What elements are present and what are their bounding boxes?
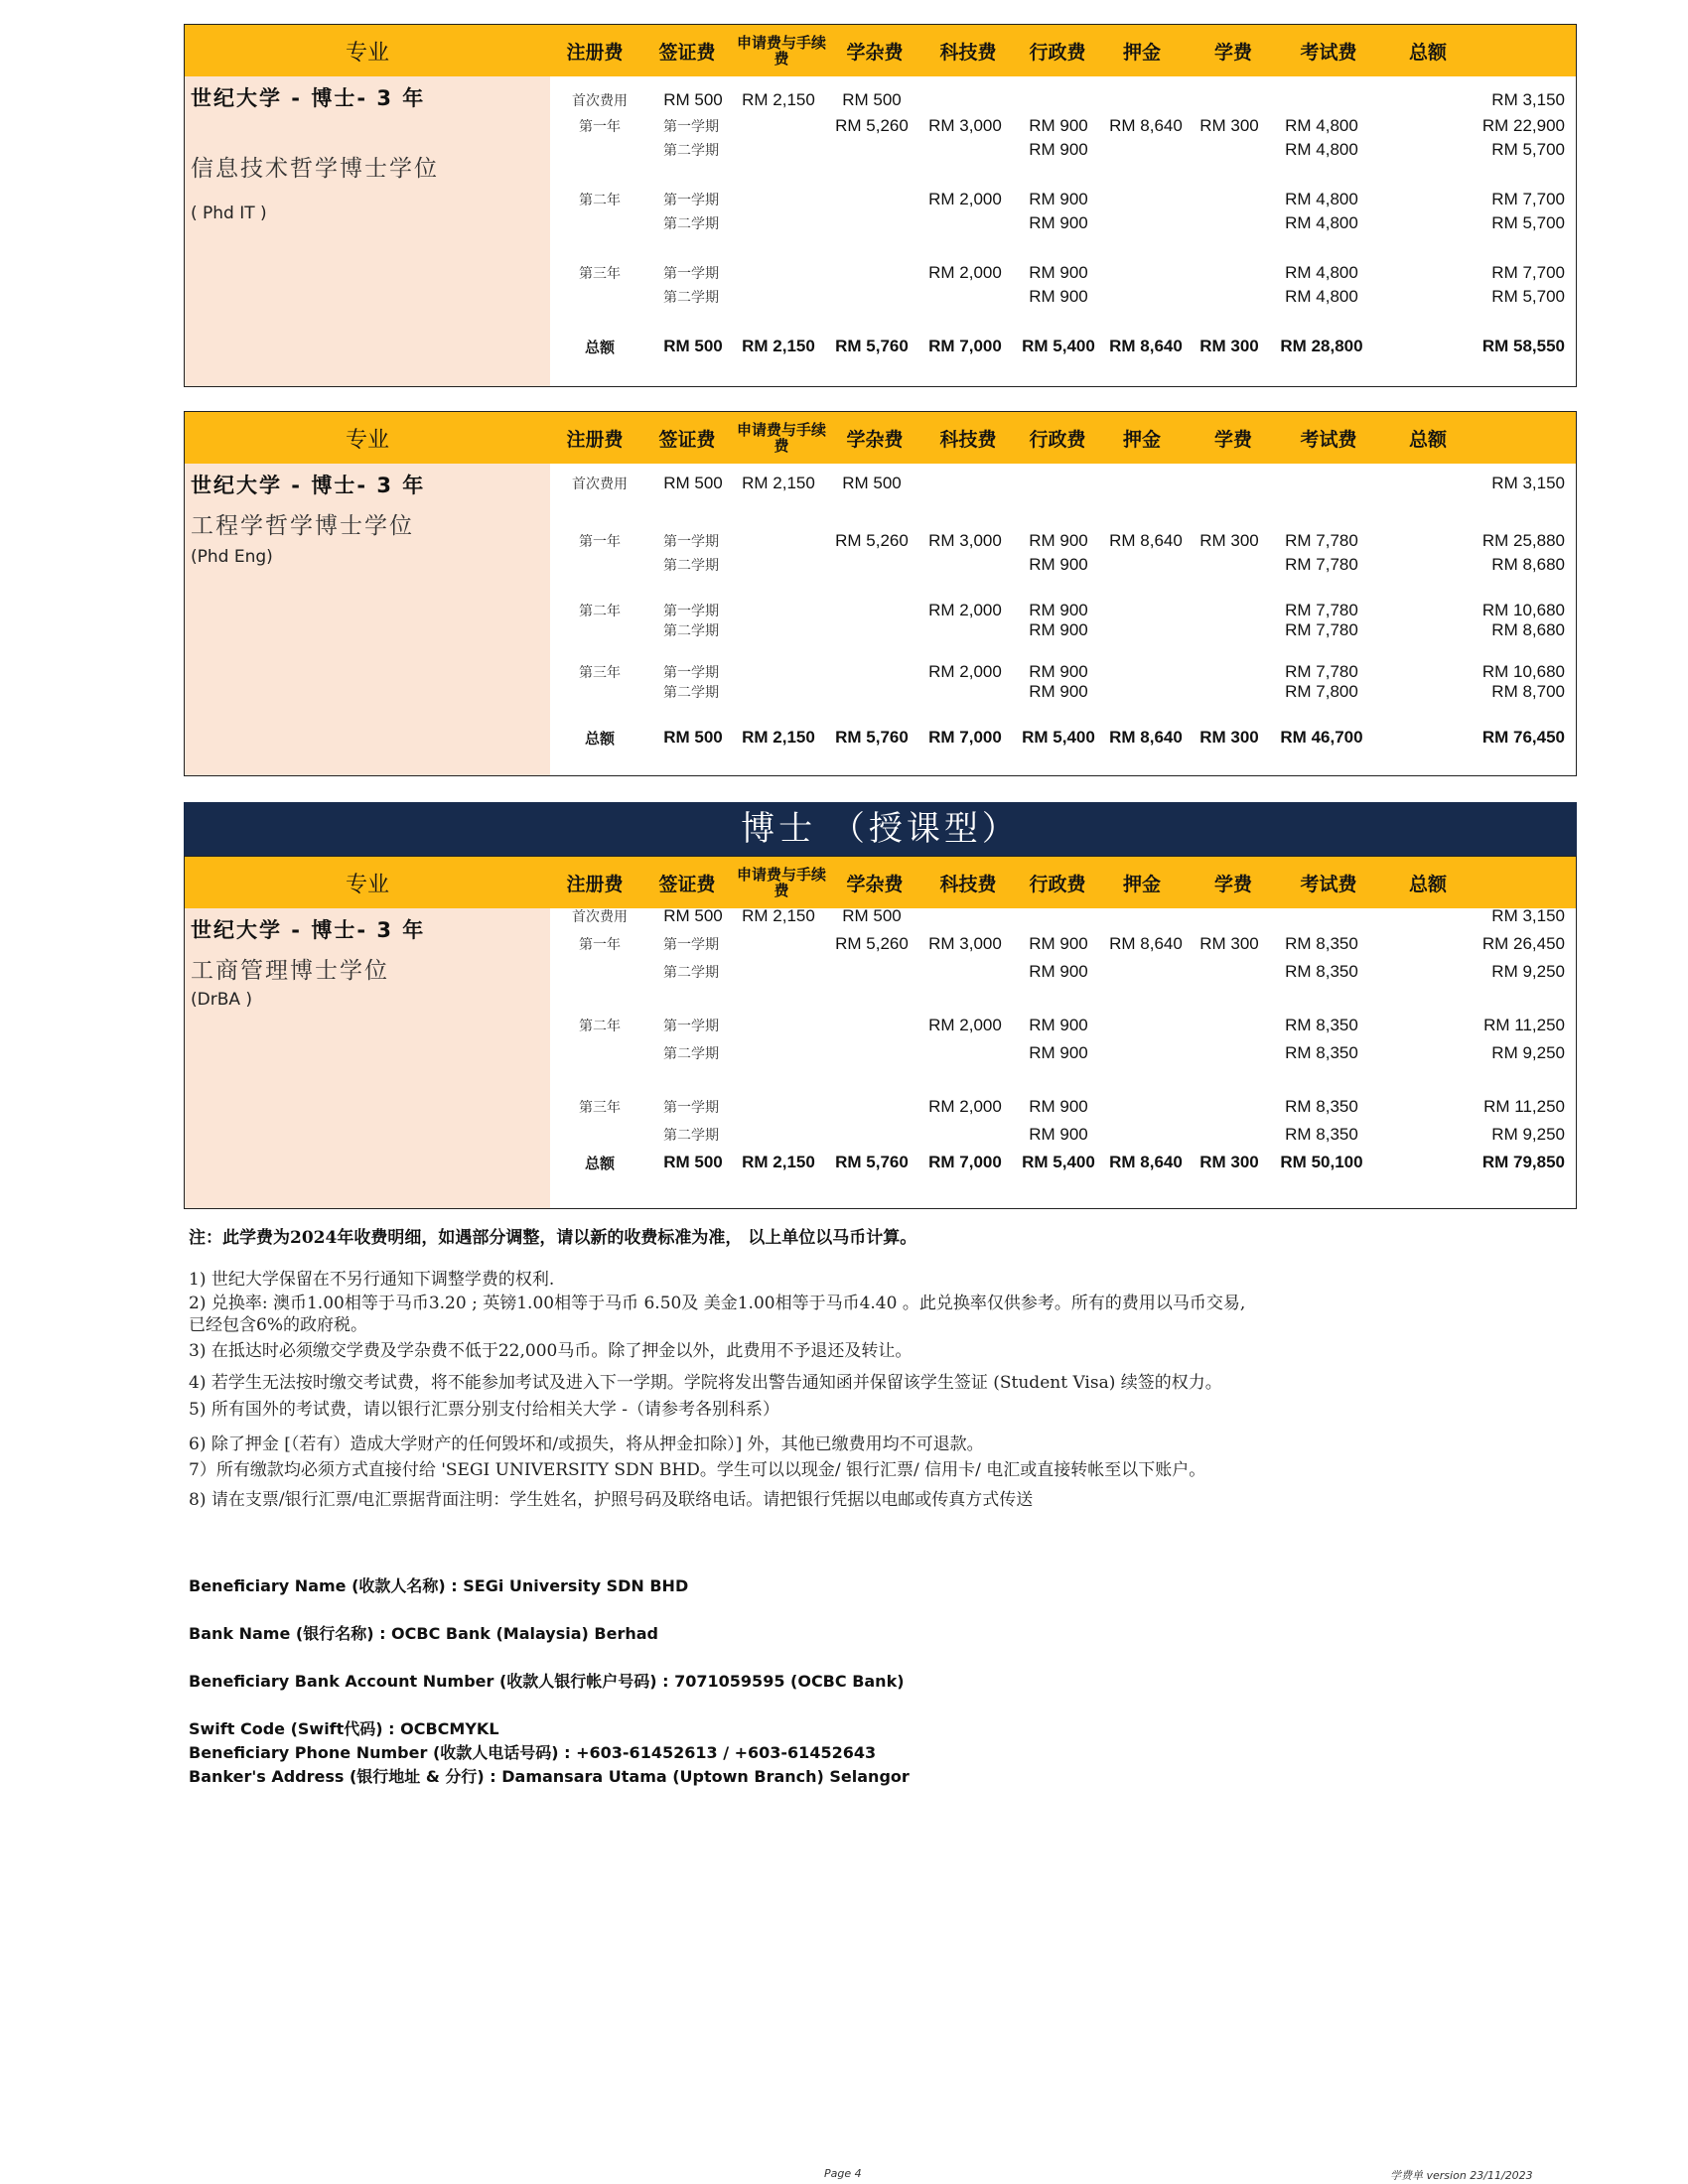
cell-tuition: RM 8,350: [1285, 962, 1358, 981]
cell-technology: RM 900: [1029, 531, 1088, 550]
phd-taught-banner: 博士 （授课型）: [184, 802, 1577, 856]
cell-technology: RM 5,400: [1022, 728, 1095, 747]
header-admin: 行政费: [1029, 428, 1086, 451]
table-row: [185, 337, 1576, 358]
row-label: 总额: [584, 1155, 615, 1172]
cell-tuition: RM 28,800: [1280, 337, 1363, 355]
cell-tuition: RM 4,800: [1285, 190, 1358, 208]
table-row: [185, 662, 1576, 684]
cell-deposit: RM 300: [1199, 728, 1259, 747]
table-row: [185, 1016, 1576, 1037]
cell-technology: RM 900: [1029, 1097, 1088, 1116]
program-title: 世纪大学 - 博士- 3 年: [191, 86, 426, 110]
cell-technology: RM 900: [1029, 555, 1088, 574]
header-registration: 注册费: [566, 873, 624, 895]
cell-deposit: RM 300: [1199, 1153, 1259, 1171]
table-row: [185, 474, 1576, 495]
cell-misc: RM 2,000: [928, 601, 1002, 619]
beneficiary-name: Beneficiary Name (收款人名称) : SEGi University SDN BHD: [189, 1576, 689, 1595]
program-title: 世纪大学 - 博士- 3 年: [191, 474, 426, 497]
row-label: 第一年: [579, 119, 621, 135]
cell-application: RM 5,760: [835, 337, 909, 355]
semester-label: 第二学期: [663, 623, 719, 639]
cell-tuition: RM 4,800: [1285, 287, 1358, 306]
header-total: 总额: [1408, 41, 1447, 64]
header-exam: 考试费: [1300, 41, 1357, 64]
cell-total: RM 26,450: [1481, 934, 1565, 953]
cell-technology: RM 900: [1029, 962, 1088, 981]
header-major: 专业: [345, 40, 389, 66]
header-major: 专业: [345, 427, 389, 453]
header-tuition: 学费: [1213, 428, 1252, 451]
table-row: [185, 116, 1576, 138]
degree-code: (DrBA ): [191, 990, 253, 1010]
header-misc: 学杂费: [846, 41, 904, 64]
cell-misc: RM 3,000: [928, 934, 1002, 953]
header-technology: 科技费: [939, 41, 997, 64]
table-header: [185, 857, 1576, 908]
cell-misc: RM 7,000: [928, 1153, 1002, 1171]
account-number: Beneficiary Bank Account Number (收款人银行帐户号码) : 7071059595 (OCBC Bank): [189, 1672, 905, 1691]
cell-misc: RM 3,000: [928, 116, 1002, 135]
row-label: 第一年: [579, 534, 621, 550]
cell-technology: RM 900: [1029, 1125, 1088, 1144]
cell-total: RM 5,700: [1491, 213, 1565, 232]
semester-label: 第一学期: [663, 534, 719, 550]
cell-application: RM 500: [842, 906, 902, 925]
cell-visa: RM 2,150: [742, 728, 815, 747]
table-header: [185, 412, 1576, 464]
cell-total: RM 5,700: [1491, 287, 1565, 306]
header-misc: 学杂费: [846, 428, 904, 451]
cell-admin: RM 8,640: [1109, 337, 1183, 355]
cell-technology: RM 900: [1029, 620, 1088, 639]
cell-technology: RM 900: [1029, 116, 1088, 135]
cell-application: RM 5,260: [835, 934, 909, 953]
cell-admin: RM 8,640: [1109, 1153, 1183, 1171]
note-item: 7）所有缴款均必须方式直接付给 'SEGI UNIVERSITY SDN BHD。学生可以以现金/ 银行汇票/ 信用卡/ 电汇或直接转帐至以下账户。: [189, 1460, 1206, 1480]
cell-registration: RM 500: [663, 90, 723, 109]
cell-technology: RM 900: [1029, 190, 1088, 208]
semester-label: 第二学期: [663, 965, 719, 981]
semester-label: 第二学期: [663, 1046, 719, 1062]
note-item: 8) 请在支票/银行汇票/电汇票据背面注明：学生姓名，护照号码及联络电话。请把银行凭据以电邮或传真方式传送: [189, 1490, 1034, 1510]
note-item: 1) 世纪大学保留在不另行通知下调整学费的权利.: [189, 1270, 555, 1290]
swift-code: Swift Code (Swift代码) : OCBCMYKL: [189, 1719, 499, 1738]
table-row: [185, 682, 1576, 704]
cell-technology: RM 5,400: [1022, 1153, 1095, 1171]
cell-technology: RM 900: [1029, 140, 1088, 159]
cell-total: RM 3,150: [1491, 906, 1565, 925]
semester-label: 第一学期: [663, 665, 719, 681]
cell-misc: RM 3,000: [928, 531, 1002, 550]
header-tuition: 学费: [1213, 873, 1252, 895]
cell-tuition: RM 7,780: [1285, 555, 1358, 574]
cell-total: RM 11,250: [1483, 1097, 1565, 1116]
header-visa: 签证费: [658, 41, 716, 64]
cell-technology: RM 900: [1029, 287, 1088, 306]
semester-label: 第一学期: [663, 604, 719, 619]
note-item: 4) 若学生无法按时缴交考试费，将不能参加考试及进入下一学期。学院将发出警告通知函并保留该学生签证 (Student Visa) 续签的权力。: [189, 1373, 1222, 1393]
table-body: [185, 464, 1576, 775]
cell-tuition: RM 8,350: [1285, 1016, 1358, 1034]
row-label: 第二年: [579, 1019, 621, 1034]
version-label: 学费单 version 23/11/2023: [1390, 2169, 1533, 2182]
cell-total: RM 11,250: [1483, 1016, 1565, 1034]
cell-tuition: RM 46,700: [1280, 728, 1363, 747]
cell-total: RM 9,250: [1491, 1043, 1565, 1062]
table-body: [185, 76, 1576, 386]
page-number: Page 4: [824, 2167, 862, 2180]
header-deposit: 押金: [1122, 41, 1161, 64]
cell-total: RM 8,700: [1491, 682, 1565, 701]
semester-label: 第一学期: [663, 266, 719, 282]
table-row: [185, 190, 1576, 211]
cell-registration: RM 500: [663, 337, 723, 355]
cell-technology: RM 900: [1029, 662, 1088, 681]
table-row: [185, 1043, 1576, 1065]
cell-misc: RM 2,000: [928, 1097, 1002, 1116]
cell-admin: RM 8,640: [1109, 116, 1183, 135]
cell-visa: RM 2,150: [742, 474, 815, 492]
header-application: 申请费与手续费: [736, 866, 826, 899]
header-admin: 行政费: [1029, 873, 1086, 895]
header-technology: 科技费: [939, 428, 997, 451]
cell-deposit: RM 300: [1199, 116, 1259, 135]
cell-application: RM 500: [842, 90, 902, 109]
header-visa: 签证费: [658, 428, 716, 451]
table-row: [185, 140, 1576, 162]
cell-visa: RM 2,150: [742, 1153, 815, 1171]
table-row: [185, 531, 1576, 553]
cell-tuition: RM 8,350: [1285, 1125, 1358, 1144]
cell-total: RM 10,680: [1481, 601, 1565, 619]
cell-deposit: RM 300: [1199, 337, 1259, 355]
table-row: [185, 287, 1576, 309]
header-registration: 注册费: [566, 428, 624, 451]
row-label: 总额: [584, 339, 615, 356]
semester-label: 第二学期: [663, 290, 719, 306]
row-label: 首次费用: [572, 477, 628, 492]
cell-tuition: RM 8,350: [1285, 1097, 1358, 1116]
table-row: [185, 728, 1576, 750]
header-application: 申请费与手续费: [736, 421, 826, 455]
cell-tuition: RM 50,100: [1280, 1153, 1363, 1171]
cell-technology: RM 900: [1029, 682, 1088, 701]
cell-total: RM 3,150: [1491, 90, 1565, 109]
cell-total: RM 25,880: [1481, 531, 1565, 550]
cell-tuition: RM 4,800: [1285, 116, 1358, 135]
cell-technology: RM 900: [1029, 601, 1088, 619]
cell-tuition: RM 8,350: [1285, 934, 1358, 953]
table-body: [185, 908, 1576, 1208]
fee-note-title: 注：此学费为2024年收费明细，如遇部分调整，请以新的收费标准为准， 以上单位以马币计算。: [189, 1228, 917, 1248]
header-deposit: 押金: [1122, 873, 1161, 895]
semester-label: 第二学期: [663, 143, 719, 159]
table-row: [185, 906, 1576, 928]
cell-tuition: RM 4,800: [1285, 213, 1358, 232]
header-exam: 考试费: [1300, 873, 1357, 895]
cell-technology: RM 900: [1029, 213, 1088, 232]
cell-total: RM 58,550: [1481, 337, 1565, 355]
cell-total: RM 22,900: [1481, 116, 1565, 135]
cell-technology: RM 900: [1029, 1016, 1088, 1034]
cell-tuition: RM 7,780: [1285, 601, 1358, 619]
fee-table-phd-it: [184, 24, 1577, 387]
table-row: [185, 620, 1576, 642]
semester-label: 第一学期: [663, 1019, 719, 1034]
semester-label: 第二学期: [663, 216, 719, 232]
banker-address: Banker's Address (银行地址 & 分行) : Damansara Utama (Uptown Branch) Selangor: [189, 1767, 910, 1786]
header-visa: 签证费: [658, 873, 716, 895]
cell-deposit: RM 300: [1199, 531, 1259, 550]
table-row: [185, 962, 1576, 984]
semester-label: 第二学期: [663, 685, 719, 701]
semester-label: 第二学期: [663, 1128, 719, 1144]
cell-visa: RM 2,150: [742, 906, 815, 925]
table-row: [185, 213, 1576, 235]
row-label: 首次费用: [572, 93, 628, 109]
table-header: [185, 25, 1576, 76]
program-title: 世纪大学 - 博士- 3 年: [191, 918, 426, 942]
degree-name: 工程学哲学博士学位: [191, 513, 414, 539]
header-deposit: 押金: [1122, 428, 1161, 451]
row-label: 第二年: [579, 604, 621, 619]
cell-total: RM 8,680: [1491, 620, 1565, 639]
header-tuition: 学费: [1213, 41, 1252, 64]
header-exam: 考试费: [1300, 428, 1357, 451]
cell-tuition: RM 4,800: [1285, 140, 1358, 159]
cell-technology: RM 5,400: [1022, 337, 1095, 355]
semester-label: 第一学期: [663, 937, 719, 953]
note-item: 5) 所有国外的考试费，请以银行汇票分别支付给相关大学 -（请参考各别科系）: [189, 1400, 779, 1420]
semester-label: 第一学期: [663, 1100, 719, 1116]
table-row: [185, 1153, 1576, 1174]
row-label: 第一年: [579, 937, 621, 953]
cell-total: RM 79,850: [1481, 1153, 1565, 1171]
cell-application: RM 5,760: [835, 1153, 909, 1171]
degree-code: ( Phd IT ): [191, 204, 267, 223]
cell-tuition: RM 7,780: [1285, 531, 1358, 550]
cell-application: RM 5,260: [835, 531, 909, 550]
cell-tuition: RM 7,780: [1285, 620, 1358, 639]
cell-misc: RM 7,000: [928, 337, 1002, 355]
cell-total: RM 3,150: [1491, 474, 1565, 492]
note-item: 已经包含6%的政府税。: [189, 1315, 367, 1335]
table-row: [185, 263, 1576, 285]
cell-visa: RM 2,150: [742, 90, 815, 109]
note-item: 2) 兑换率: 澳币1.00相等于马币3.20 ; 英镑1.00相等于马币 6.50及 美金1.00相等于马币4.40 。此兑换率仅供参考。所有的费用以马币交易,: [189, 1294, 1246, 1313]
cell-misc: RM 2,000: [928, 263, 1002, 282]
cell-tuition: RM 4,800: [1285, 263, 1358, 282]
cell-application: RM 5,760: [835, 728, 909, 747]
table-row: [185, 601, 1576, 622]
header-misc: 学杂费: [846, 873, 904, 895]
row-label: 第三年: [579, 266, 621, 282]
cell-total: RM 8,680: [1491, 555, 1565, 574]
cell-tuition: RM 7,800: [1285, 682, 1358, 701]
cell-total: RM 7,700: [1491, 263, 1565, 282]
degree-name: 信息技术哲学博士学位: [191, 156, 439, 182]
cell-registration: RM 500: [663, 728, 723, 747]
header-total: 总额: [1408, 428, 1447, 451]
note-item: 6) 除了押金 [（若有）造成大学财产的任何毁坏和/或损失，将从押金扣除）] 外，其他已缴费用均不可退款。: [189, 1434, 984, 1454]
cell-application: RM 5,260: [835, 116, 909, 135]
header-major: 专业: [345, 872, 389, 897]
cell-technology: RM 900: [1029, 934, 1088, 953]
cell-deposit: RM 300: [1199, 934, 1259, 953]
cell-total: RM 7,700: [1491, 190, 1565, 208]
cell-application: RM 500: [842, 474, 902, 492]
table-row: [185, 1097, 1576, 1119]
row-label: 第三年: [579, 665, 621, 681]
table-row: [185, 555, 1576, 577]
cell-tuition: RM 8,350: [1285, 1043, 1358, 1062]
cell-total: RM 76,450: [1481, 728, 1565, 747]
cell-misc: RM 2,000: [928, 1016, 1002, 1034]
cell-registration: RM 500: [663, 906, 723, 925]
semester-label: 第二学期: [663, 558, 719, 574]
cell-technology: RM 900: [1029, 1043, 1088, 1062]
row-label: 首次费用: [572, 909, 628, 925]
header-admin: 行政费: [1029, 41, 1086, 64]
cell-technology: RM 900: [1029, 263, 1088, 282]
cell-total: RM 5,700: [1491, 140, 1565, 159]
beneficiary-phone: Beneficiary Phone Number (收款人电话号码) : +603-61452613 / +603-61452643: [189, 1743, 877, 1762]
cell-misc: RM 2,000: [928, 190, 1002, 208]
bank-name: Bank Name (银行名称) : OCBC Bank (Malaysia) Berhad: [189, 1624, 659, 1643]
header-technology: 科技费: [939, 873, 997, 895]
header-total: 总额: [1408, 873, 1447, 895]
cell-admin: RM 8,640: [1109, 934, 1183, 953]
header-registration: 注册费: [566, 41, 624, 64]
row-label: 第三年: [579, 1100, 621, 1116]
fee-table-phd-eng: [184, 411, 1577, 776]
cell-admin: RM 8,640: [1109, 531, 1183, 550]
cell-total: RM 10,680: [1481, 662, 1565, 681]
fee-table-drba: [184, 856, 1577, 1209]
cell-tuition: RM 7,780: [1285, 662, 1358, 681]
degree-name: 工商管理博士学位: [191, 958, 389, 984]
cell-total: RM 9,250: [1491, 962, 1565, 981]
cell-registration: RM 500: [663, 1153, 723, 1171]
cell-misc: RM 2,000: [928, 662, 1002, 681]
cell-visa: RM 2,150: [742, 337, 815, 355]
degree-code: (Phd Eng): [191, 547, 273, 567]
header-application: 申请费与手续费: [736, 34, 826, 68]
cell-registration: RM 500: [663, 474, 723, 492]
semester-label: 第一学期: [663, 193, 719, 208]
semester-label: 第一学期: [663, 119, 719, 135]
row-label: 总额: [584, 730, 615, 748]
cell-admin: RM 8,640: [1109, 728, 1183, 747]
row-label: 第二年: [579, 193, 621, 208]
cell-misc: RM 7,000: [928, 728, 1002, 747]
table-row: [185, 1125, 1576, 1147]
table-row: [185, 934, 1576, 956]
note-item: 3) 在抵达时必须缴交学费及学杂费不低于22,000马币。除了押金以外，此费用不予退还及转让。: [189, 1341, 913, 1361]
cell-total: RM 9,250: [1491, 1125, 1565, 1144]
table-row: [185, 90, 1576, 112]
